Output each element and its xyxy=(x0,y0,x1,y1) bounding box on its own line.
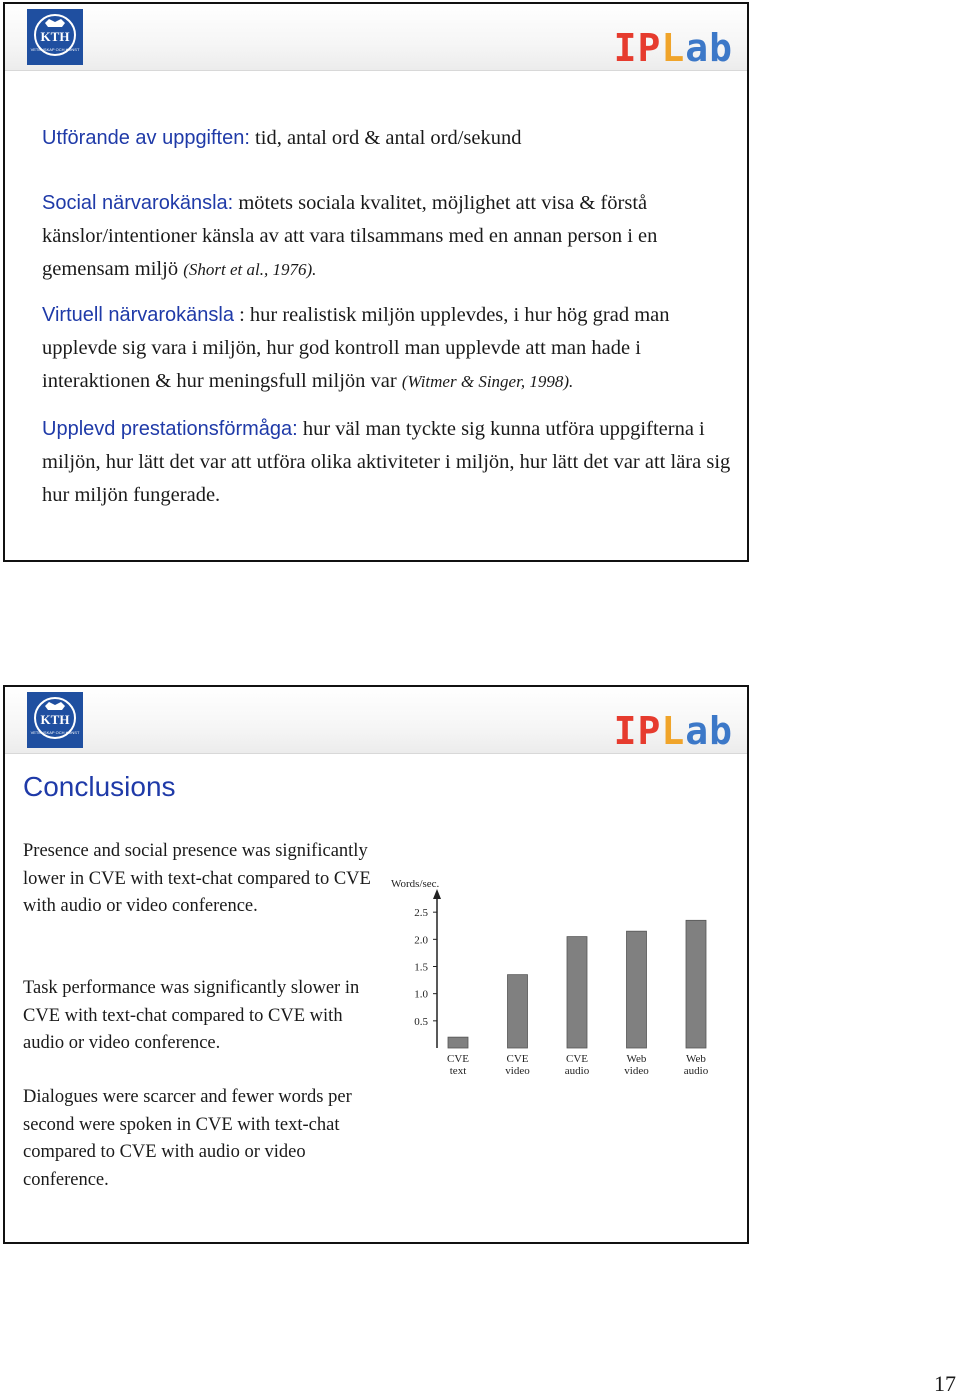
x-tick-label: Web xyxy=(626,1053,647,1065)
x-tick-label: text xyxy=(449,1065,467,1077)
words-per-second-chart xyxy=(385,875,725,1085)
term: Upplevd prestationsförmåga: xyxy=(42,418,298,440)
y-tick-label: 0.5 xyxy=(414,1015,428,1028)
x-tick-label: CVE xyxy=(447,1053,469,1065)
kth-logo-text: KTH xyxy=(40,29,70,44)
citation: (Witmer & Singer, 1998). xyxy=(401,372,574,391)
conclusion-paragraph: Presence and social presence was significantly lower in CVE with text-chat compared to CVE with audio or video conference. xyxy=(23,841,371,916)
citation: (Short et al., 1976). xyxy=(183,260,317,279)
definition: tid, antal ord & antal ord/sekund xyxy=(249,127,522,149)
kth-logo xyxy=(27,692,83,748)
x-tick-label: video xyxy=(505,1065,530,1077)
bar xyxy=(686,920,706,1048)
y-tick-label: 1.5 xyxy=(414,961,428,974)
definition: hur väl man tyckte sig kunna utföra uppgifterna i miljön, hur lätt det var att utföra olika aktiviteter i miljön, hur lätt det var att lära sig hur miljön fungerade. xyxy=(42,418,731,506)
paragraph-social-presence xyxy=(42,187,742,286)
page-number: 17 xyxy=(934,1371,956,1396)
term: Virtuell närvarokänsla xyxy=(42,304,234,326)
term: Utförande av uppgiften: xyxy=(42,127,250,149)
y-tick-label: 1.0 xyxy=(414,988,428,1001)
slide-title: Conclusions xyxy=(23,771,176,802)
x-tick-label: audio xyxy=(564,1065,590,1077)
x-tick-label: CVE xyxy=(506,1053,529,1065)
kth-logo xyxy=(27,9,83,65)
slide-2 xyxy=(3,685,749,1244)
term: Social närvarokänsla: xyxy=(42,192,234,214)
bar xyxy=(567,937,587,1048)
bar xyxy=(508,975,528,1048)
x-tick-label: video xyxy=(624,1065,649,1077)
kth-logo-text: KTH xyxy=(40,712,70,727)
x-tick-label: audio xyxy=(683,1065,709,1077)
y-tick-label: 2.0 xyxy=(414,934,428,947)
kth-logo-subtext: VETENSKAP OCH KONST xyxy=(30,47,80,52)
iplab-logo: IPLab xyxy=(613,26,733,70)
slide-header xyxy=(5,4,747,71)
x-tick-label: CVE xyxy=(566,1053,588,1065)
bar xyxy=(448,1037,468,1048)
definition: : hur realistisk miljön upplevdes, i hur hög grad man upplevde sig vara i miljön, hur god kontroll man upplevde att man hade i interaktionen & hur meningsfull miljön var xyxy=(42,304,670,392)
definition: mötets sociala kvalitet, möjlighet att visa & förstå känslor/intentioner känsla av att vara tilsammans med en annan person i en gemensam miljö xyxy=(42,192,658,280)
conclusion-paragraph: Task performance was significantly slower in CVE with text-chat compared to CVE with audio or video conference. xyxy=(23,978,360,1053)
slide-1 xyxy=(3,2,749,562)
x-tick-label: Web xyxy=(686,1053,706,1065)
y-tick-label: 2.5 xyxy=(414,907,428,920)
y-axis-label: Words/sec. xyxy=(391,878,440,890)
y-axis-arrow xyxy=(433,889,441,899)
bar xyxy=(627,931,647,1048)
iplab-logo: IPLab xyxy=(613,709,733,753)
conclusion-paragraph: Dialogues were scarcer and fewer words per second were spoken in CVE with text-chat compared to CVE with audio or video conference. xyxy=(23,1087,352,1190)
paragraph-perceived-performance xyxy=(42,413,742,512)
slide-header xyxy=(5,687,747,754)
paragraph-virtual-presence xyxy=(42,299,742,398)
paragraph-task-performance xyxy=(42,122,742,155)
kth-logo-subtext: VETENSKAP OCH KONST xyxy=(30,730,80,735)
